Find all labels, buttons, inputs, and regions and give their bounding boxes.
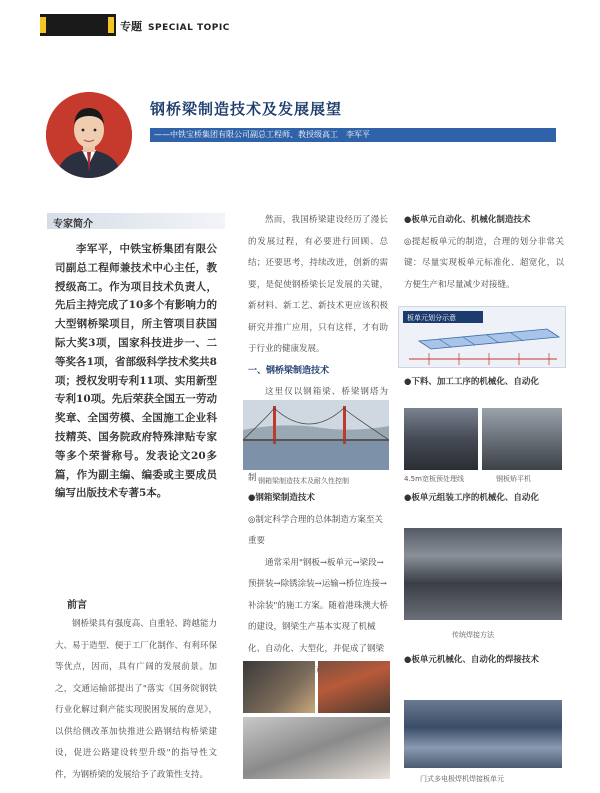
expert-bio <box>55 240 217 503</box>
column-3-welding <box>404 650 564 672</box>
gantry-welder-caption: 门式多电极焊机焊接板单元 <box>420 775 504 783</box>
steel-segment-photo-1 <box>243 661 315 713</box>
column-2-bottom <box>248 488 388 682</box>
traditional-welding-photo <box>404 528 562 620</box>
leveling-machine-photo <box>482 408 562 470</box>
section-header <box>120 18 230 34</box>
author-portrait <box>46 92 132 178</box>
section-1-heading: 一、钢桥梁制造技术 <box>248 365 330 376</box>
bullet-box-girder: ●钢箱梁制造技术 <box>248 493 315 503</box>
section-label-en: SPECIAL TOPIC <box>148 23 230 33</box>
header-black-bar <box>40 14 116 36</box>
plate-diagram-illustration <box>399 307 566 368</box>
diagram-label: 板单元划分示意 <box>407 314 456 322</box>
preface-text: 钢桥梁具有强度高、自重轻、跨越能力大、易于造型、便于工厂化制作、有利环保等优点，因而，具有广阔的发展前景。加之，交通运输部提出了"落实《国务院钢铁行业化解过剩产能实现脱困发展的意见》，以供给侧改革加快推进公路钢结构桥梁建设，促进公路建设转型升级"的指导性文件，为钢桥梁的发展给予了政策性支持。 <box>55 619 217 780</box>
bullet-box-girder-text: ◎制定科学合理的总体制造方案至关重要 <box>248 514 383 546</box>
preface-body <box>55 614 217 786</box>
bridge-illustration <box>243 400 389 470</box>
bullet-plate-unit: ●板单元自动化、机械化制造技术 <box>404 215 531 225</box>
gantry-welder-photo <box>404 700 562 768</box>
plate-division-diagram <box>398 306 566 368</box>
author-byline: ——中铁宝桥集团有限公司副总工程师、教授级高工 李军平 <box>154 130 370 139</box>
col2-para3: 通常采用"钢板→板单元→梁段→预拼装→除锈涂装→运输→桥位连接→补涂装"的施工方案。随着港珠澳大桥的建设，钢梁生产基本实现了机械化、自动化、大型化，并促成了钢梁 <box>248 557 388 654</box>
pretreatment-caption: 4.5m宽板预处理线 <box>404 475 464 483</box>
pretreatment-line-photo <box>404 408 478 470</box>
preface-heading: 前言 <box>67 600 87 611</box>
steel-segment-photo-3 <box>243 717 390 779</box>
leveling-caption: 钢板矫平机 <box>496 475 531 483</box>
header-accent-left <box>40 17 46 33</box>
column-3-mid <box>404 372 564 394</box>
expert-intro-heading: 专家简介 <box>53 219 93 230</box>
section-label-cn: 专题 <box>120 20 142 33</box>
bullet-plate-unit-text: ◎提起板单元的制造，合理的划分非常关键：尽量实现板单元标准化、超宽化，以方便生产和尽量减少对接缝。 <box>404 236 564 290</box>
bridge-photo-caption: 钢箱梁制造技术及耐久性控制 <box>258 477 349 485</box>
expert-bio-text: 李军平，中铁宝桥集团有限公司副总工程师兼技术中心主任，教授级高工。作为项目技术负责人，先后主持完成了10多个有影响力的大型钢桥梁项目，所主管项目获国际大奖3项，国家科技进步一、二等奖各1项，省部级科学技术奖共8项；授权发明专利11项、实用新型专利10项。先后荣获全国五一劳动奖章、全国劳模、全国施工企业科技精英、国务院政府特殊津贴专家等多个荣誉称号。发表论文20多篇，作为副主编、编委或主要成员编写出版技术专著5本。 <box>55 243 217 500</box>
steel-segment-photo-2 <box>318 661 390 713</box>
bullet-assembly: ●板单元组装工序的机械化、自动化 <box>404 493 539 503</box>
article-title: 钢桥梁制造技术及发展展望 <box>150 100 343 118</box>
column-3-assembly <box>404 488 564 510</box>
expert-intro-heading-box <box>47 213 225 229</box>
subsection-1-1: 制 <box>248 473 257 483</box>
bullet-welding: ●板单元机械化、自动化的焊接技术 <box>404 655 539 665</box>
column-3-top <box>404 210 564 296</box>
bridge-photo <box>243 400 389 470</box>
col2-para2: 这里仅以钢箱梁、桥梁钢塔为 <box>265 387 388 397</box>
bullet-cutting: ●下料、加工工序的机械化、自动化 <box>404 377 539 387</box>
header-accent-right <box>108 17 114 33</box>
col2-para1: 然而，我国桥梁建设经历了漫长的发展过程，有必要进行回顾、总结；还要思考，持续改进，创新的需要，是促使钢桥梁长足发展的关键，新材料、新工艺、新技术更应该积极研究并推广应用，只有这样，才有助于行业的健康发展。 <box>248 215 388 354</box>
portrait-illustration <box>46 92 132 178</box>
traditional-welding-caption: 传统焊接方法 <box>452 631 494 639</box>
